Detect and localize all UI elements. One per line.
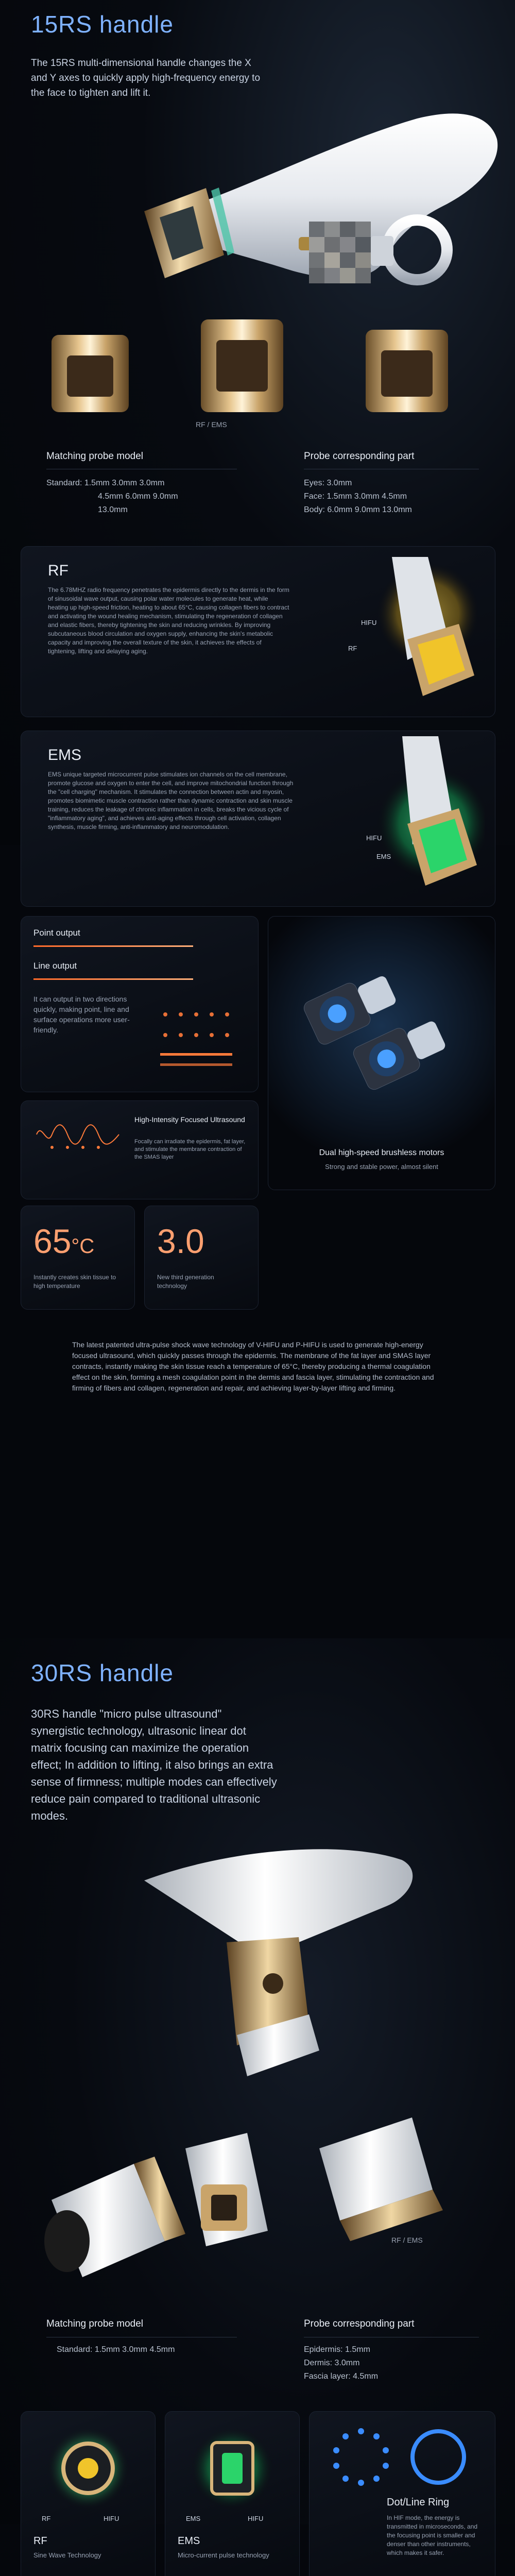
mosaic-graphic: [309, 222, 371, 283]
ring-graphic: [325, 2422, 479, 2489]
output-desc: It can output in two directions quickly, making point, line and surface operations more user-friendly.: [33, 995, 130, 1034]
cartridge-2: [201, 319, 283, 412]
output-card: [21, 916, 259, 1092]
section-30rs: [0, 1638, 515, 2524]
ring-title: Dot/Line Ring: [387, 2497, 450, 2508]
section-lead-15rs: The 15RS multi-dimensional handle changes the X and Y axes to quickly apply high-frequency energy to the face to tighten and lift it.: [31, 58, 261, 98]
cartridge-label: RF / EMS: [196, 420, 227, 429]
cartridge-1: [52, 335, 129, 412]
rf2-image: [37, 2422, 140, 2510]
gen-desc: New third generation technology: [157, 1274, 214, 1290]
rf-tag-rf: RF: [348, 645, 357, 652]
matching-line-2: 4.5mm 6.0mm 9.0mm: [98, 492, 178, 501]
probe-line-3: Body: 6.0mm 9.0mm 13.0mm: [304, 505, 412, 514]
line-output-bar: [33, 978, 193, 980]
ems-tag-ems: EMS: [376, 853, 391, 860]
rf-card: [21, 546, 495, 717]
ems-card: [21, 731, 495, 907]
matching-line-30rs: Standard: 1.5mm 3.0mm 4.5mm: [57, 2345, 175, 2354]
ems2-image: [181, 2422, 284, 2510]
probe-line-30rs-3: Fascia layer: 4.5mm: [304, 2372, 379, 2381]
motor-image: [289, 932, 474, 1128]
probe-line-2: Face: 1.5mm 3.0mm 4.5mm: [304, 492, 407, 501]
line-output-label: Line output: [33, 961, 77, 971]
section-15rs: [0, 0, 515, 845]
matching-title: Matching probe model: [46, 451, 143, 462]
rf-text: The 6.78MHZ radio frequency penetrates the epidermis directly to the dermis in the form of sinusoidal wave output, causing polar water molecules to generate heat, while heating up high-speed friction, heating to about 65°C, causing collagen fibers to contract and activating the wound healing mechanism, stimulating the regeneration of collagen and elastic fibers, thereby tightening the skin and reducing wrinkles. By improving subcutaneous blood circulation and oxygen supply, enhancing the skin's metabolic capacity and improving the overall texture of the skin, it achieves the effects of tightening, lifting and delaying aging.: [48, 586, 289, 655]
output-graphic: [150, 994, 248, 1081]
rf2-tag-rf: RF: [42, 2515, 51, 2522]
ems-handle-image: [330, 736, 485, 901]
motor-card: [268, 916, 495, 1190]
cartridge-3: [366, 330, 448, 412]
section1-footer-text: The latest patented ultra-pulse shock wave technology of V-HIFU and P-HIFU is used to generate high-energy focused ultrasound, which quickly passes through the epidermis. The membrane of the fat layer and SMAS layer contracts, instantly making the skin tissue reach a temperature of 65°C, thereby producing a thermal coagulation effect on the skin, forming a mesh coagulation point in the dermis and fascia layer, stimulating the contraction and firming of fibers and collagen, regeneration and repair, and achieving layer-by-layer lifting and firming.: [72, 1341, 434, 1392]
temp-desc: Instantly creates skin tissue to high temperature: [33, 1274, 116, 1290]
ems2-desc: Micro-current pulse technology: [178, 2551, 269, 2559]
ems-text: EMS unique targeted microcurrent pulse stimulates ion channels on the cell membrane, promote glucose and oxygen to enter the cell, and improve mitochondrial function through the "cell charging" mechanism. It stimulates the connection between actin and myosin, promotes biomimetic muscle contraction rather than dynamic contraction and skin muscle training, reduces the leakage of chronic inflammation in cells, breaks the vicious cycle of "inflammatory aging", and achieves anti-aging effects through cell activation, collagen synthesis, muscle firming, anti-inflammatory and neuromodulation.: [48, 771, 294, 831]
probe-title-30rs: Probe corresponding part: [304, 2318, 415, 2329]
section-title-15rs: 15RS handle: [31, 11, 174, 38]
ems-title: EMS: [48, 747, 82, 764]
rf-handle-image: [330, 557, 485, 706]
ring-desc: In HIF mode, the energy is transmitted in microseconds, and the focusing point is smaller and denser than other instruments, which makes it safer.: [387, 2514, 478, 2556]
gen-value: 3.0: [157, 1222, 204, 1260]
point-output-bar: [33, 945, 193, 947]
hifu-desc: Focally can irradiate the epidermis, fat layer, and stimulate the membrane contraction of the SMAS layer: [134, 1139, 246, 1160]
cartridge-label-30rs: RF / EMS: [391, 2236, 423, 2244]
ems-tag-hifu: HIFU: [366, 834, 382, 842]
ems2-title: EMS: [178, 2535, 200, 2547]
ems2-card: [165, 2411, 300, 2576]
temp-value: 65: [33, 1222, 72, 1260]
gen-card: [144, 1206, 259, 1310]
matching-line-1: Standard: 1.5mm 3.0mm 3.0mm: [46, 479, 165, 487]
hifu-wave-graphic: [31, 1116, 124, 1153]
hifu-card: [21, 1100, 259, 1199]
section-title-30rs: 30RS handle: [31, 1659, 174, 1686]
matching-line-3: 13.0mm: [98, 505, 128, 514]
30rs-handle-image: [31, 1829, 484, 2303]
probe-line-1: Eyes: 3.0mm: [304, 479, 352, 487]
motor-title: Dual high-speed brushless motors: [319, 1148, 444, 1157]
probe-title: Probe corresponding part: [304, 451, 415, 462]
temp-card: [21, 1206, 135, 1310]
ems2-tag-hifu: HIFU: [248, 2515, 264, 2522]
probe-line-30rs-2: Dermis: 3.0mm: [304, 2359, 360, 2367]
rf2-desc: Sine Wave Technology: [33, 2551, 101, 2559]
motor-desc: Strong and stable power, almost silent: [325, 1163, 438, 1171]
rf2-card: [21, 2411, 156, 2576]
section-lead-30rs: 30RS handle "micro pulse ultrasound" synergistic technology, ultrasonic linear dot matrix focusing can maximize the operation effect; In addition to lifting, it also brings an extra sense of firmness; multiple modes can effectively reduce pain compared to traditional ultrasonic modes.: [31, 1707, 277, 1822]
rf2-title: RF: [33, 2535, 47, 2547]
ems2-tag-ems: EMS: [186, 2515, 201, 2522]
probe-line-30rs-1: Epidermis: 1.5mm: [304, 2345, 370, 2354]
temp-value-wrap: [33, 1222, 94, 1261]
15rs-cartridges: [41, 314, 494, 438]
temp-unit: °C: [71, 1235, 95, 1258]
point-output-label: Point output: [33, 928, 80, 938]
hifu-title: High-Intensity Focused Ultrasound: [134, 1115, 245, 1124]
matching-title-30rs: Matching probe model: [46, 2318, 143, 2329]
rf2-tag-hifu: HIFU: [104, 2515, 119, 2522]
ring-card: [309, 2411, 495, 2576]
rf-title: RF: [48, 562, 68, 579]
rf-tag-hifu: HIFU: [361, 619, 377, 626]
